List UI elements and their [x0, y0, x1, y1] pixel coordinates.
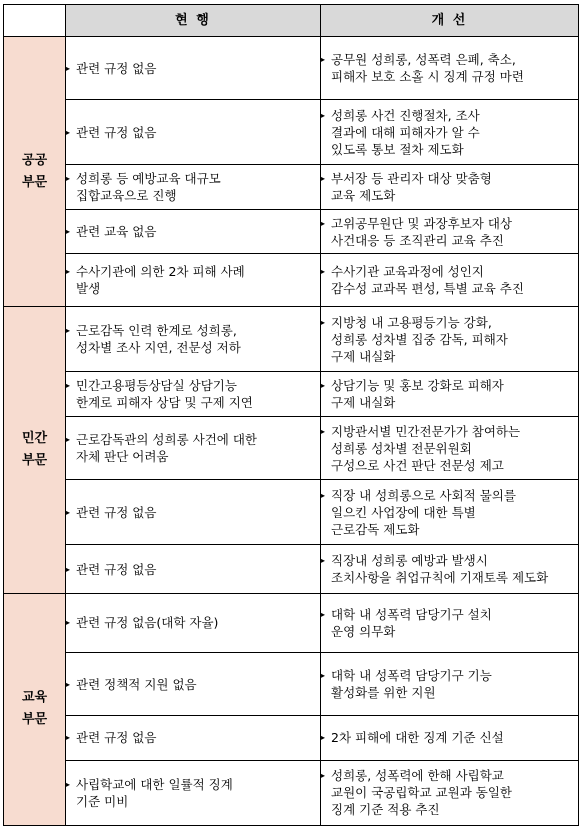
triangle-bullet-icon: ▸ — [321, 174, 326, 184]
current-text: 관련 규정 없음 — [76, 504, 157, 520]
improvement-text: 성희롱 사건 진행절차, 조사 결과에 대해 피해자가 알 수 있도록 통보 절차 제도화 — [331, 107, 480, 157]
improvement-cell — [321, 100, 579, 165]
current-cell — [66, 165, 321, 210]
triangle-bullet-icon: ▸ — [321, 490, 326, 500]
triangle-bullet-icon: ▸ — [66, 326, 71, 336]
current-text: 민간고용평등상담실 상담기능 한계로 피해자 상담 및 구제 지연 — [76, 378, 253, 411]
current-text: 수사기관에 의한 2차 피해 사례 발생 — [76, 264, 245, 297]
improvement-text: 고위공무원단 및 과장후보자 대상 사건대응 등 조직관리 교육 추진 — [331, 215, 512, 248]
improvement-cell — [321, 307, 579, 372]
improvement-text: 부서장 등 관리자 대상 맞춤형 교육 제도화 — [331, 171, 492, 204]
current-text: 관련 규정 없음(대학 자율) — [76, 615, 219, 631]
table-row — [4, 307, 579, 372]
triangle-bullet-icon: ▸ — [321, 609, 326, 619]
current-text: 사립학교에 대한 일률적 징계 기준 미비 — [76, 776, 233, 809]
table-row — [4, 37, 579, 100]
improvement-cell — [321, 480, 579, 545]
current-cell — [66, 716, 321, 761]
improvement-text: 대학 내 성폭력 담당기구 설치 운영 의무화 — [331, 606, 492, 639]
improvement-cell — [321, 545, 579, 594]
sector-label — [4, 307, 66, 594]
bullet-item — [321, 729, 578, 746]
current-cell — [66, 307, 321, 372]
current-text: 관련 규정 없음 — [76, 124, 157, 140]
bullet-item — [321, 423, 578, 474]
sector-label — [4, 593, 66, 825]
bullet-item — [66, 60, 320, 77]
header-improvement: 개 선 — [321, 5, 579, 37]
sector-name-line2: 부문 — [21, 453, 48, 469]
current-cell — [66, 37, 321, 100]
bullet-item — [321, 314, 578, 365]
triangle-bullet-icon: ▸ — [66, 227, 71, 237]
bullet-item — [321, 667, 578, 701]
improvement-text: 지방청 내 고용평등기능 강화, 성희롱 성차별 집중 감독, 피해자 구제 내실화 — [331, 314, 508, 364]
bullet-item — [66, 676, 320, 693]
current-cell — [66, 416, 321, 479]
improvement-cell — [321, 37, 579, 100]
current-cell — [66, 652, 321, 715]
table-row — [4, 760, 579, 825]
table-row — [4, 480, 579, 545]
triangle-bullet-icon: ▸ — [66, 618, 71, 628]
bullet-item — [321, 263, 578, 297]
table-row — [4, 716, 579, 761]
current-text: 관련 규정 없음 — [76, 60, 157, 76]
current-cell — [66, 545, 321, 594]
improvement-cell — [321, 372, 579, 417]
sector-label — [4, 37, 66, 307]
improvement-cell — [321, 716, 579, 761]
bullet-item — [321, 107, 578, 158]
triangle-bullet-icon: ▸ — [321, 733, 326, 743]
table-row — [4, 416, 579, 479]
current-cell — [66, 760, 321, 825]
bullet-item — [66, 223, 320, 240]
triangle-bullet-icon: ▸ — [66, 564, 71, 574]
bullet-item — [321, 170, 578, 204]
current-text: 근로감독 인력 한계로 성희롱, 성차별 조사 지연, 전문성 저하 — [76, 323, 241, 356]
current-cell — [66, 480, 321, 545]
bullet-item — [321, 51, 578, 85]
header-sector-cell — [4, 5, 66, 37]
current-cell — [66, 254, 321, 307]
bullet-item — [66, 729, 320, 746]
current-text: 관련 규정 없음 — [76, 730, 157, 746]
triangle-bullet-icon: ▸ — [321, 110, 326, 120]
bullet-item — [66, 377, 320, 411]
triangle-bullet-icon: ▸ — [321, 381, 326, 391]
bullet-item — [321, 487, 578, 538]
sector-name-line1: 공공 — [21, 152, 48, 168]
triangle-bullet-icon: ▸ — [66, 507, 71, 517]
sector-name-line1: 민간 — [21, 431, 48, 447]
current-text: 근로감독관의 성희롱 사건에 대한 자체 판단 어려움 — [76, 432, 257, 465]
bullet-item — [66, 124, 320, 141]
bullet-item — [321, 606, 578, 640]
table-row — [4, 209, 579, 254]
bullet-item — [321, 552, 578, 586]
improvement-text: 직장 내 성희롱으로 사회적 물의를 일으킨 사업장에 대한 특별 근로감독 제도화 — [331, 487, 516, 537]
improvement-cell — [321, 209, 579, 254]
improvement-cell — [321, 254, 579, 307]
bullet-item — [66, 263, 320, 297]
improvement-cell — [321, 165, 579, 210]
triangle-bullet-icon: ▸ — [66, 733, 71, 743]
triangle-bullet-icon: ▸ — [66, 267, 71, 277]
current-text: 관련 규정 없음 — [76, 561, 157, 577]
improvement-text: 2차 피해에 대한 징계 기준 신설 — [331, 730, 504, 746]
current-text: 관련 교육 없음 — [76, 224, 157, 240]
header-row — [4, 5, 579, 37]
bullet-item — [321, 215, 578, 249]
bullet-item — [321, 377, 578, 411]
table-row — [4, 100, 579, 165]
sector-name-line2: 부문 — [21, 174, 48, 190]
improvement-text: 대학 내 성폭력 담당기구 기능 활성화를 위한 지원 — [331, 668, 492, 701]
improvement-text: 성희롱, 성폭력에 한해 사립학교 교원이 국공립학교 교원과 동일한 징계 기준 적용 추진 — [331, 768, 512, 818]
improvement-text: 공무원 성희롱, 성폭력 은폐, 축소, 피해자 보호 소홀 시 징계 규정 마련 — [331, 52, 524, 85]
triangle-bullet-icon: ▸ — [66, 679, 71, 689]
triangle-bullet-icon: ▸ — [321, 556, 326, 566]
triangle-bullet-icon: ▸ — [66, 381, 71, 391]
improvement-cell — [321, 416, 579, 479]
triangle-bullet-icon: ▸ — [66, 127, 71, 137]
table-row — [4, 545, 579, 594]
triangle-bullet-icon: ▸ — [321, 671, 326, 681]
bullet-item — [66, 776, 320, 810]
policy-comparison-table — [3, 4, 579, 826]
table-row — [4, 165, 579, 210]
table-row — [4, 652, 579, 715]
bullet-item — [66, 614, 320, 631]
triangle-bullet-icon: ▸ — [66, 435, 71, 445]
triangle-bullet-icon: ▸ — [66, 779, 71, 789]
improvement-text: 수사기관 교육과정에 성인지 감수성 교과목 편성, 특별 교육 추진 — [331, 264, 524, 297]
table-body — [4, 37, 579, 826]
current-cell — [66, 209, 321, 254]
improvement-text: 상담기능 및 홍보 강화로 피해자 구제 내실화 — [331, 378, 504, 411]
bullet-item — [66, 322, 320, 356]
current-cell — [66, 372, 321, 417]
triangle-bullet-icon: ▸ — [66, 174, 71, 184]
current-text: 성희롱 등 예방교육 대규모 집합교육으로 진행 — [76, 171, 221, 204]
improvement-cell — [321, 593, 579, 652]
triangle-bullet-icon: ▸ — [321, 317, 326, 327]
table-row — [4, 254, 579, 307]
bullet-item — [66, 561, 320, 578]
table-row — [4, 372, 579, 417]
triangle-bullet-icon: ▸ — [66, 63, 71, 73]
bullet-item — [66, 504, 320, 521]
table-row — [4, 593, 579, 652]
improvement-cell — [321, 760, 579, 825]
bullet-item — [66, 170, 320, 204]
improvement-text: 지방관서별 민간전문가가 참여하는 성희롱 성차별 전문위원회 구성으로 사건 판단 전문성 제고 — [331, 423, 521, 473]
sector-name-line2: 부문 — [21, 712, 48, 728]
improvement-cell — [321, 652, 579, 715]
improvement-text: 직장내 성희롱 예방과 발생시 조치사항을 취업규칙에 기재토록 제도화 — [331, 553, 549, 586]
current-cell — [66, 100, 321, 165]
sector-name-line1: 교육 — [21, 690, 48, 706]
triangle-bullet-icon: ▸ — [321, 218, 326, 228]
triangle-bullet-icon: ▸ — [321, 267, 326, 277]
bullet-item — [321, 767, 578, 818]
current-text: 관련 정책적 지원 없음 — [76, 676, 197, 692]
current-cell — [66, 593, 321, 652]
header-current: 현 행 — [66, 5, 321, 37]
bullet-item — [66, 431, 320, 465]
triangle-bullet-icon: ▸ — [321, 771, 326, 781]
triangle-bullet-icon: ▸ — [321, 55, 326, 65]
triangle-bullet-icon: ▸ — [321, 426, 326, 436]
